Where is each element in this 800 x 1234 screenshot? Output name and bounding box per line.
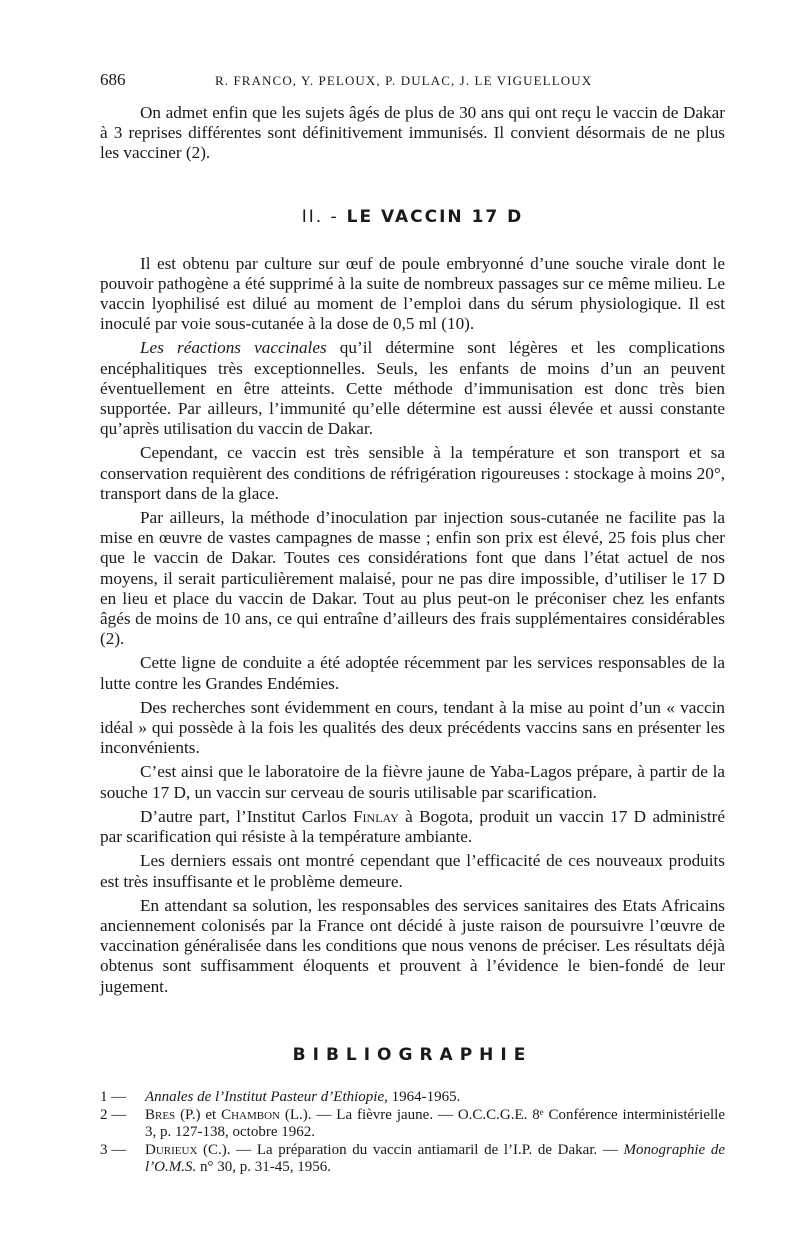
running-head: R. FRANCO, Y. PELOUX, P. DULAC, J. LE VIGUELLOUX [215,73,593,88]
paragraph: Des recherches sont évidemment en cours, tendant à la mise au point d’un « vaccin idéal » qui possède à la fois les qualités des deux précédents vaccins sans en présenter les inconvénients. [100,697,725,758]
reference-item [100,1089,725,1106]
paragraph: Par ailleurs, la méthode d’inoculation par injection sous-cutanée ne facilite pas la mise en œuvre de vastes campagnes de masse ; enfin son prix est élevé, 25 fois plus cher que le vaccin de Dakar. Toutes ces considérations font que dans l’état actuel de nos moyens, il serait particulièrement malaisé, pour ne pas dire impossible, d’utiliser le 17 D en lieu et place du vaccin de Dakar. Tout au plus peut-on le préconiser chez les enfants âgés de moins de 10 ans, ce qui entraîne d’ailleurs des frais supplémentaires considérables (2). [100,508,725,649]
reference-author: Durieux [145,1141,198,1158]
reference-number: 1 — [100,1088,127,1105]
page-header [100,70,725,94]
paragraph-text: à Bogota, produit un vaccin 17 D administré par scarification qui résiste à la température ambiante. [100,806,725,847]
paragraph: Cette ligne de conduite a été adoptée récemment par les services responsables de la lutte contre les Grandes Endémies. [100,653,725,693]
reference-text: (L.). — La fièvre jaune. — O.C.C.G.E. 8ᵉ Conférence interministérielle 3, p. 127-138, octobre 1962. [145,1106,725,1140]
section-heading [100,206,725,228]
paragraph-intro: On admet enfin que les sujets âgés de plus de 30 ans qui ont reçu le vaccin de Dakar à 3 reprises différentes sont définitivement immunisés. Il convient désormais de ne plus les vacciner (2). [100,103,725,163]
reference-author: Bres [145,1106,176,1123]
italic-phrase: Les réactions vaccinales [140,338,327,358]
paragraph [100,338,725,439]
paragraph-text: D’autre part, l’Institut Carlos [140,806,353,826]
paragraph [100,807,725,847]
page-number: 686 [100,70,126,89]
paragraph: Il est obtenu par culture sur œuf de poule embryonné d’une souche virale dont le pouvoir pathogène a été supprimé à la suite de nombreux passages sur ce même milieu. Le vaccin lyophilisé est dilué au moment de l’emploi dans du sérum physiologique. Il est inoculé par voie sous-cutanée à la dose de 0,5 ml (10). [100,253,725,334]
paragraph: Les derniers essais ont montré cependant que l’efficacité de ces nouveaux produits est très insuffisante et le problème demeure. [100,851,725,891]
section-number: II. - [301,206,339,227]
reference-author: Chambon [221,1106,280,1123]
paragraph: Cependant, ce vaccin est très sensible à la température et son transport et sa conservation requièrent des conditions de réfrigération rigoureuses : stockage à moins 20°, transport dans de la glace. [100,443,725,503]
reference-item [100,1142,725,1176]
reference-text: (C.). — La préparation du vaccin antiamaril de l’I.P. de Dakar. — [197,1141,624,1158]
bibliography-heading: BIBLIOGRAPHIE [292,1044,533,1065]
reference-text: (P.) et [175,1106,222,1123]
article-body [100,103,725,1177]
reference-text: 1964-1965. [387,1088,461,1105]
reference-number: 3 — [100,1141,127,1158]
paragraph: C’est ainsi que le laboratoire de la fièvre jaune de Yaba-Lagos prépare, à partir de la souche 17 D, un vaccin sur cerveau de souris utilisable par scarification. [100,762,725,802]
reference-text: n° 30, p. 31-45, 1956. [196,1158,331,1175]
section-title: LE VACCIN 17 D [346,206,524,227]
reference-number: 2 — [100,1106,127,1123]
paragraph-text: qu’il détermine sont légères et les complications encéphalitiques très exceptionnelles. Seuls, les enfants de moins d’un an peuvent éventuellement en être atteints. Cette méthode d’immunisation est donc très bien supportée. Par ailleurs, l’immunité qu’elle détermine est aussi élevée et aussi constante qu’après utilisation du vaccin de Dakar. [100,338,725,439]
paragraph: En attendant sa solution, les responsables des services sanitaires des Etats Africains anciennement colonisés par la France ont décidé à juste raison de poursuivre l’œuvre de vaccination généralisée dans les conditions que nous venons de préciser. Les résultats déjà obtenus sont suffisamment éloquents et prouvent à l’évidence le bien-fondé de leur jugement. [100,895,725,996]
reference-item [100,1107,725,1141]
reference-list [100,1089,725,1176]
reference-title: Monographie de l’O.M.S. [145,1141,725,1175]
person-name: Finlay [352,806,399,826]
reference-title: Annales de l’Institut Pasteur d’Ethiopie, [145,1088,388,1105]
